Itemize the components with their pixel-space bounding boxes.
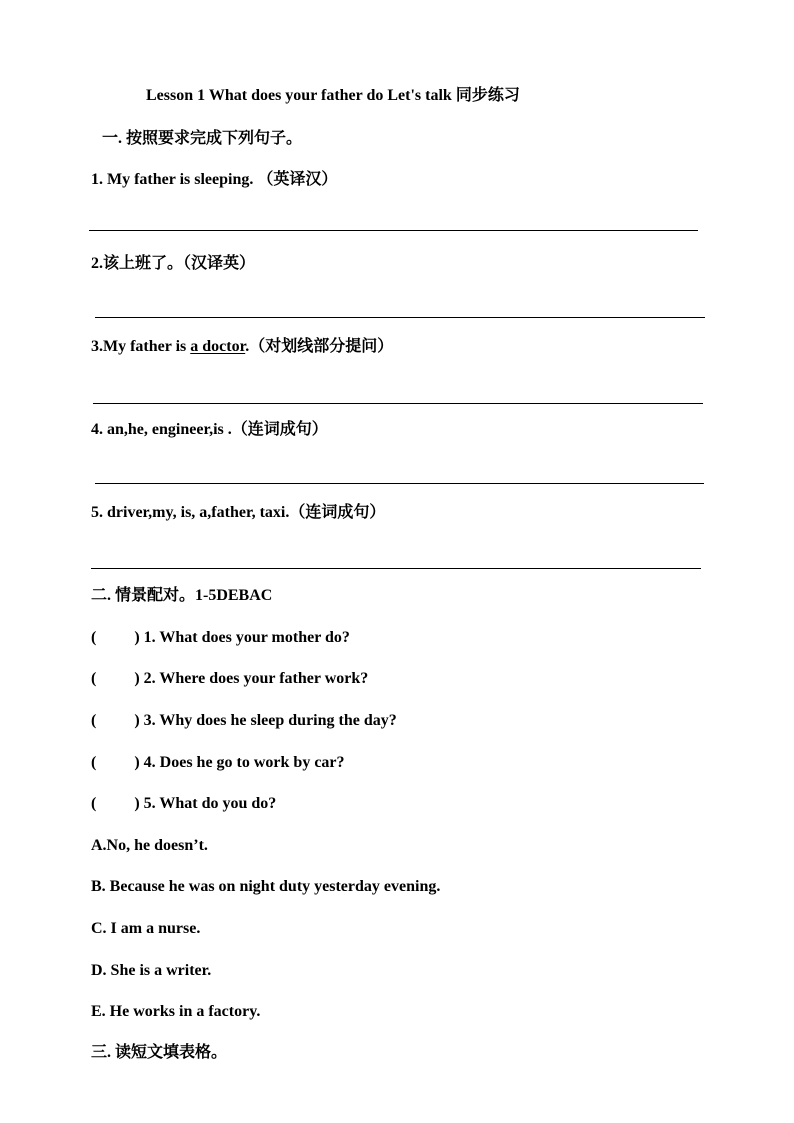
match-row-1 — [91, 628, 350, 648]
match-question-5: 5. What do you do? — [143, 795, 277, 812]
match-answer-a: A.No, he doesn’t. — [91, 837, 208, 854]
paren-close: ) — [134, 795, 140, 812]
match-answer-c: C. I am a nurse. — [91, 920, 201, 937]
match-row-2 — [91, 669, 368, 689]
match-question-1: 1. What does your mother do? — [143, 629, 350, 646]
match-answer-e: E. He works in a factory. — [91, 1003, 261, 1020]
question-3 — [91, 337, 393, 357]
paren-open: ( — [91, 754, 97, 771]
question-4: 4. an,he, engineer,is .（连词成句） — [91, 421, 328, 438]
paren-close: ) — [134, 670, 140, 687]
match-row-3 — [91, 711, 397, 731]
paren-close: ) — [134, 754, 140, 771]
paren-open: ( — [91, 795, 97, 812]
question-3-instruction: .（对划线部分提问） — [245, 338, 394, 355]
section3-heading: 三. 读短文填表格。 — [91, 1044, 228, 1061]
question-2: 2.该上班了。（汉译英） — [91, 255, 256, 272]
match-question-3: 3. Why does he sleep during the day? — [143, 712, 397, 729]
match-row-4 — [91, 753, 345, 773]
section1-heading: 一. 按照要求完成下列句子。 — [102, 130, 303, 147]
match-answer-b: B. Because he was on night duty yesterday evening. — [91, 878, 441, 895]
answer-line-5[interactable] — [91, 568, 701, 569]
match-answer-d: D. She is a writer. — [91, 962, 212, 979]
question-1: 1. My father is sleeping. （英译汉） — [91, 171, 338, 188]
answer-line-4[interactable] — [95, 483, 704, 484]
match-question-4: 4. Does he go to work by car? — [143, 754, 345, 771]
answer-line-2[interactable] — [95, 317, 705, 318]
match-row-5 — [91, 794, 276, 814]
paren-close: ) — [134, 712, 140, 729]
question-3-underlined: a doctor — [190, 338, 246, 355]
paren-open: ( — [91, 629, 97, 646]
match-question-2: 2. Where does your father work? — [143, 670, 369, 687]
question-5: 5. driver,my, is, a,father, taxi.（连词成句） — [91, 504, 386, 521]
answer-line-3[interactable] — [93, 403, 703, 404]
page-title: Lesson 1 What does your father do Let's talk 同步练习 — [146, 87, 520, 104]
question-3-text: 3.My father is — [91, 338, 191, 355]
section2-heading: 二. 情景配对。1-5DEBAC — [91, 587, 273, 604]
answer-line-1[interactable] — [89, 230, 698, 231]
paren-open: ( — [91, 670, 97, 687]
paren-open: ( — [91, 712, 97, 729]
paren-close: ) — [134, 629, 140, 646]
